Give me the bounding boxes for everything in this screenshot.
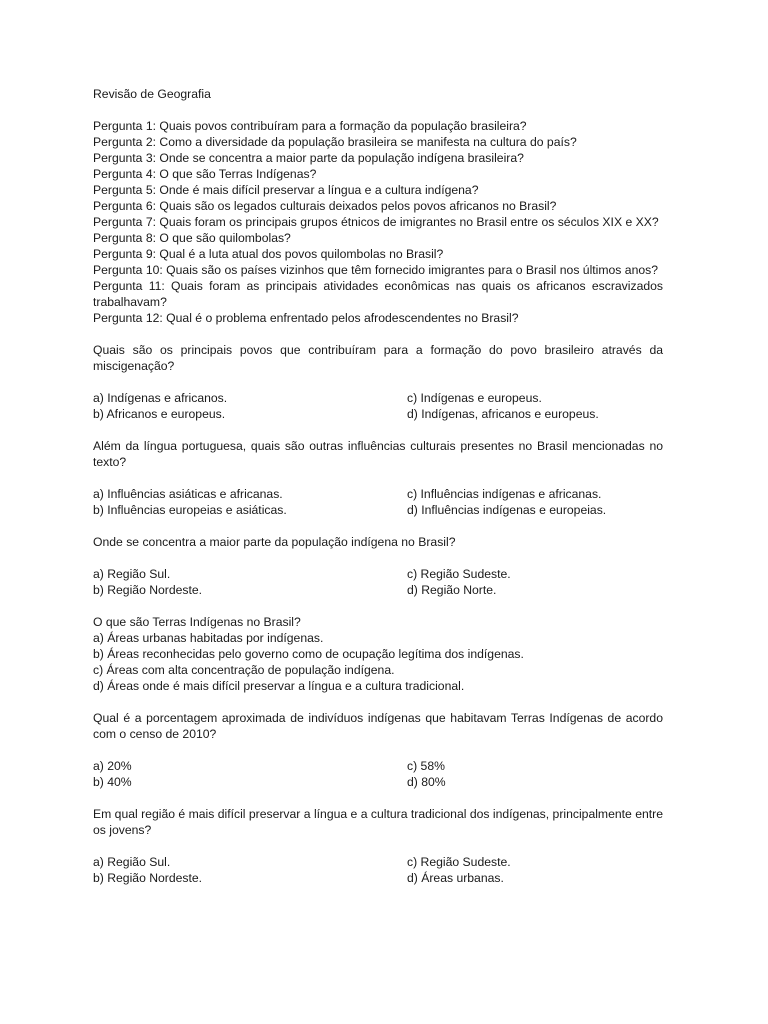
question-list bbox=[93, 118, 667, 326]
spacer bbox=[93, 550, 663, 566]
question-item: Pergunta 1: Quais povos contribuíram para a formação da população brasileira? bbox=[93, 119, 527, 133]
option-d: d) Influências indígenas e europeias. bbox=[407, 503, 607, 517]
answer-options bbox=[93, 486, 663, 518]
question-item: Pergunta 10: Quais são os países vizinhos que têm fornecido imigrantes para o Brasil nos últimos anos? bbox=[93, 263, 658, 277]
option-d: d) Áreas urbanas. bbox=[407, 871, 504, 885]
question-item: Pergunta 7: Quais foram os principais grupos étnicos de imigrantes no Brasil entre os séculos XIX e XX? bbox=[93, 215, 659, 229]
option-b: b) Influências europeias e asiáticas. bbox=[93, 503, 287, 517]
multiple-choice-question bbox=[93, 806, 667, 886]
option-c: c) Áreas com alta concentração de população indígena. bbox=[93, 663, 395, 677]
answer-options bbox=[93, 566, 663, 598]
question-prompt: Qual é a porcentagem aproximada de indivíduos indígenas que habitavam Terras Indígenas de acordo com o censo de 2010? bbox=[93, 711, 667, 741]
option-a: a) Região Sul. bbox=[93, 567, 171, 581]
answer-options bbox=[93, 758, 663, 790]
option-a: a) 20% bbox=[93, 759, 132, 773]
question-item: Pergunta 12: Qual é o problema enfrentado pelos afrodescendentes no Brasil? bbox=[93, 311, 519, 325]
option-c: c) Região Sudeste. bbox=[407, 567, 511, 581]
answer-options bbox=[93, 390, 663, 422]
spacer bbox=[93, 102, 663, 118]
option-b: b) Região Nordeste. bbox=[93, 583, 203, 597]
multiple-choice-question bbox=[93, 534, 663, 598]
option-c: c) Região Sudeste. bbox=[407, 855, 511, 869]
spacer bbox=[93, 518, 663, 534]
option-c: c) Influências indígenas e africanas. bbox=[407, 487, 602, 501]
option-b: b) Áreas reconhecidas pelo governo como de ocupação legítima dos indígenas. bbox=[93, 647, 524, 661]
option-a: a) Região Sul. bbox=[93, 855, 171, 869]
option-a: a) Indígenas e africanos. bbox=[93, 391, 228, 405]
option-c: c) Indígenas e europeus. bbox=[407, 391, 542, 405]
option-b: b) 40% bbox=[93, 775, 132, 789]
question-item: Pergunta 9: Qual é a luta atual dos povos quilombolas no Brasil? bbox=[93, 247, 444, 261]
option-b: b) Africanos e europeus. bbox=[93, 407, 226, 421]
question-prompt: Além da língua portuguesa, quais são outras influências culturais presentes no Brasil mencionadas no texto? bbox=[93, 439, 667, 469]
multiple-choice-question bbox=[93, 438, 667, 518]
question-item: Pergunta 4: O que são Terras Indígenas? bbox=[93, 167, 317, 181]
question-item: Pergunta 11: Quais foram as principais atividades econômicas nas quais os africanos escravizados trabalhavam? bbox=[93, 279, 667, 309]
question-prompt: Quais são os principais povos que contribuíram para a formação do povo brasileiro através da miscigenação? bbox=[93, 343, 667, 373]
question-item: Pergunta 3: Onde se concentra a maior parte da população indígena brasileira? bbox=[93, 151, 524, 165]
option-a: a) Influências asiáticas e africanas. bbox=[93, 487, 283, 501]
option-d: d) 80% bbox=[407, 775, 446, 789]
spacer bbox=[93, 790, 663, 806]
spacer bbox=[93, 422, 663, 438]
answer-options bbox=[93, 854, 663, 886]
spacer bbox=[93, 694, 663, 710]
option-d: d) Região Norte. bbox=[407, 583, 497, 597]
spacer bbox=[93, 598, 663, 614]
question-item: Pergunta 5: Onde é mais difícil preservar a língua e a cultura indígena? bbox=[93, 183, 479, 197]
option-b: b) Região Nordeste. bbox=[93, 871, 203, 885]
option-d: d) Áreas onde é mais difícil preservar a língua e a cultura tradicional. bbox=[93, 679, 465, 693]
multiple-choice-question bbox=[93, 342, 667, 422]
question-item: Pergunta 2: Como a diversidade da população brasileira se manifesta na cultura do país? bbox=[93, 135, 577, 149]
question-item: Pergunta 8: O que são quilombolas? bbox=[93, 231, 291, 245]
spacer bbox=[93, 326, 663, 342]
option-d: d) Indígenas, africanos e europeus. bbox=[407, 407, 599, 421]
question-prompt: Onde se concentra a maior parte da população indígena no Brasil? bbox=[93, 535, 456, 549]
document-title: Revisão de Geografia bbox=[93, 87, 211, 101]
question-item: Pergunta 6: Quais são os legados culturais deixados pelos povos africanos no Brasil? bbox=[93, 199, 557, 213]
multiple-choice-question bbox=[93, 710, 667, 790]
spacer bbox=[93, 470, 663, 486]
document-page bbox=[93, 86, 667, 886]
spacer bbox=[93, 374, 663, 390]
multiple-choice-question bbox=[93, 614, 663, 694]
spacer bbox=[93, 742, 663, 758]
question-prompt: Em qual região é mais difícil preservar a língua e a cultura tradicional dos indígenas, principalmente entre os jovens? bbox=[93, 807, 667, 837]
option-a: a) Áreas urbanas habitadas por indígenas. bbox=[93, 631, 324, 645]
option-c: c) 58% bbox=[407, 759, 445, 773]
spacer bbox=[93, 838, 663, 854]
question-prompt: O que são Terras Indígenas no Brasil? bbox=[93, 615, 301, 629]
